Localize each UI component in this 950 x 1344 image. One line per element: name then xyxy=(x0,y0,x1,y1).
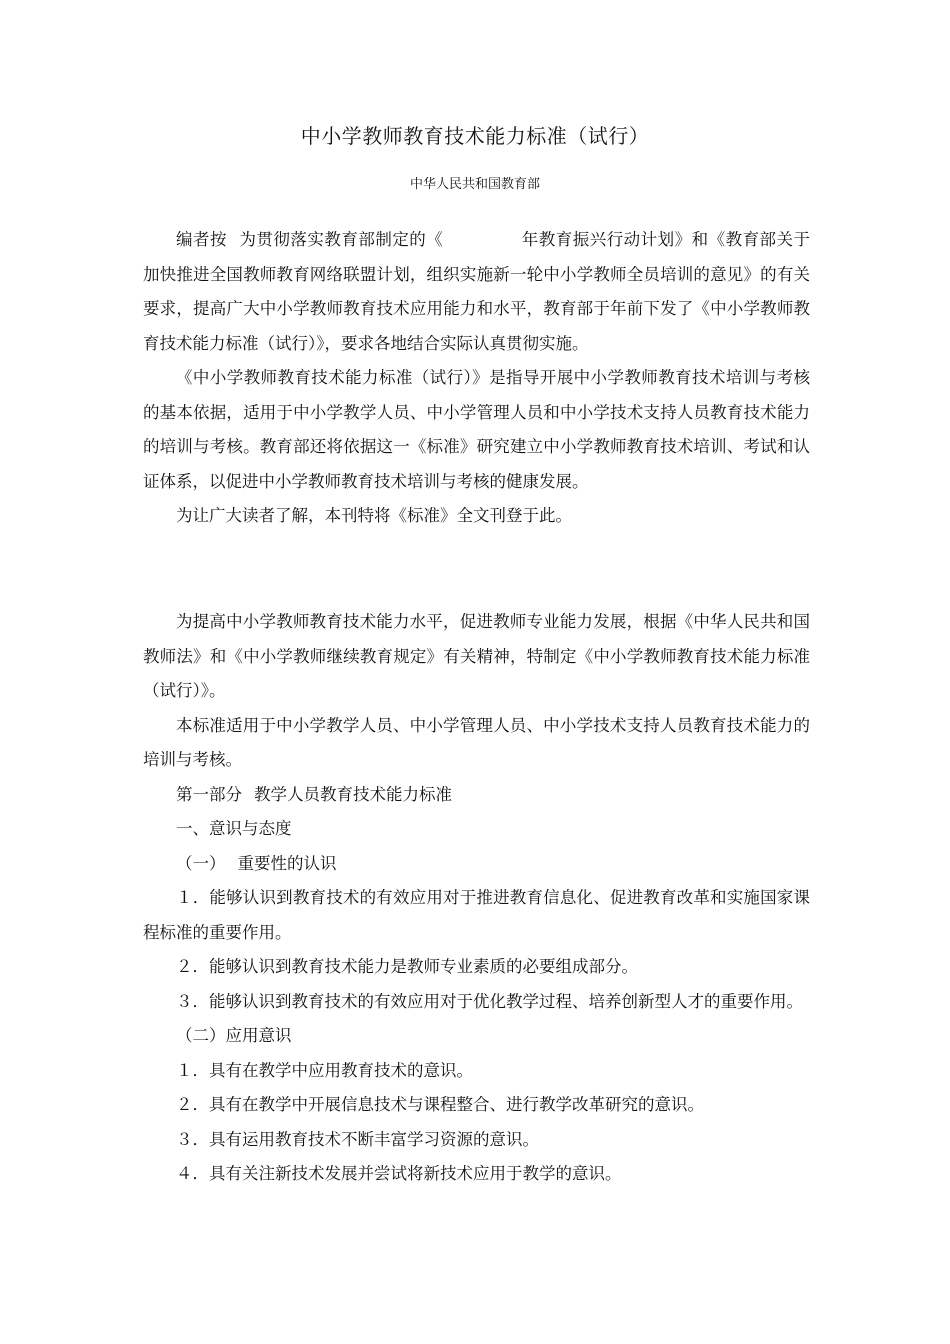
list-item: ２．能够认识到教育技术能力是教师专业素质的必要组成部分。 xyxy=(176,957,638,976)
list-item: ３．具有运用教育技术不断丰富学习资源的意识。 xyxy=(176,1129,539,1149)
list-item: １．具有在教学中应用教育技术的意识。 xyxy=(176,1060,473,1080)
intro-paragraph-2: 本标准适用于中小学教学人员、中小学管理人员、中小学技术支持人员教育技术能力的培训与考核。 xyxy=(143,715,810,769)
subsection-label: （一） xyxy=(176,853,226,873)
editor-note-paragraph-2: 《中小学教师教育技术能力标准（试行）》是指导开展中小学教师教育技术培训与考核的基本依据，适用于中小学教学人员、中小学管理人员和中小学技术支持人员教育技术能力的培训与考核。教育部还将依据这一《标准》研究建立中小学教师教育技术培训、考试和认证体系，以促进中小学教师教育技术培训与考核的健康发展。 xyxy=(143,368,810,491)
part-label: 第一部分 xyxy=(176,784,242,804)
editor-note xyxy=(143,223,810,534)
standard-body xyxy=(143,605,810,1192)
subsection-title: 重要性的认识 xyxy=(237,853,337,873)
editor-note-text-after-gap: 年教育振兴行动计划》和《教育部关于加快推进全国教师教育网络联盟计划，组织实施新一轮中小学教师全员培训的意见》的有关要求，提高广大中小学教师教育技术应用能力和水平，教育部于年前下发了《中小学教师教育技术能力标准（试行）》，要求各地结合实际认真贯彻实施。 xyxy=(143,230,811,353)
intro-paragraph-1: 为提高中小学教师教育技术能力水平，促进教师专业能力发展，根据《中华人民共和国教师法》和《中小学教师继续教育规定》有关精神，特制定《中小学教师教育技术能力标准（试行）》。 xyxy=(143,612,810,700)
part-title: 教学人员教育技术能力标准 xyxy=(254,784,452,804)
subsection-heading-1 xyxy=(143,847,810,882)
editor-note-paragraph-3: 为让广大读者了解，本刊特将《标准》全文刊登于此。 xyxy=(176,506,572,525)
editor-note-paragraph-1 xyxy=(143,223,810,361)
list-item: １．能够认识到教育技术的有效应用对于推进教育信息化、促进教育改革和实施国家课程标准的重要作用。 xyxy=(143,888,810,942)
list-item: ３．能够认识到教育技术的有效应用对于优化教学过程、培养创新型人才的重要作用。 xyxy=(176,991,803,1011)
list-item: ２．具有在教学中开展信息技术与课程整合、进行教学改革研究的意识。 xyxy=(176,1095,704,1114)
list-item: ４．具有关注新技术发展并尝试将新技术应用于教学的意识。 xyxy=(176,1164,622,1183)
document-title: 中小学教师教育技术能力标准（试行） xyxy=(300,124,650,148)
document-issuer: 中华人民共和国教育部 xyxy=(409,177,540,192)
editor-note-label: 编者按 xyxy=(176,230,227,249)
subsection-heading-2: （二）应用意识 xyxy=(176,1026,292,1045)
editor-note-text-before-gap: 为贯彻落实教育部制定的《 xyxy=(238,230,444,249)
section-heading: 一、意识与态度 xyxy=(176,819,292,838)
part-heading xyxy=(143,778,810,813)
